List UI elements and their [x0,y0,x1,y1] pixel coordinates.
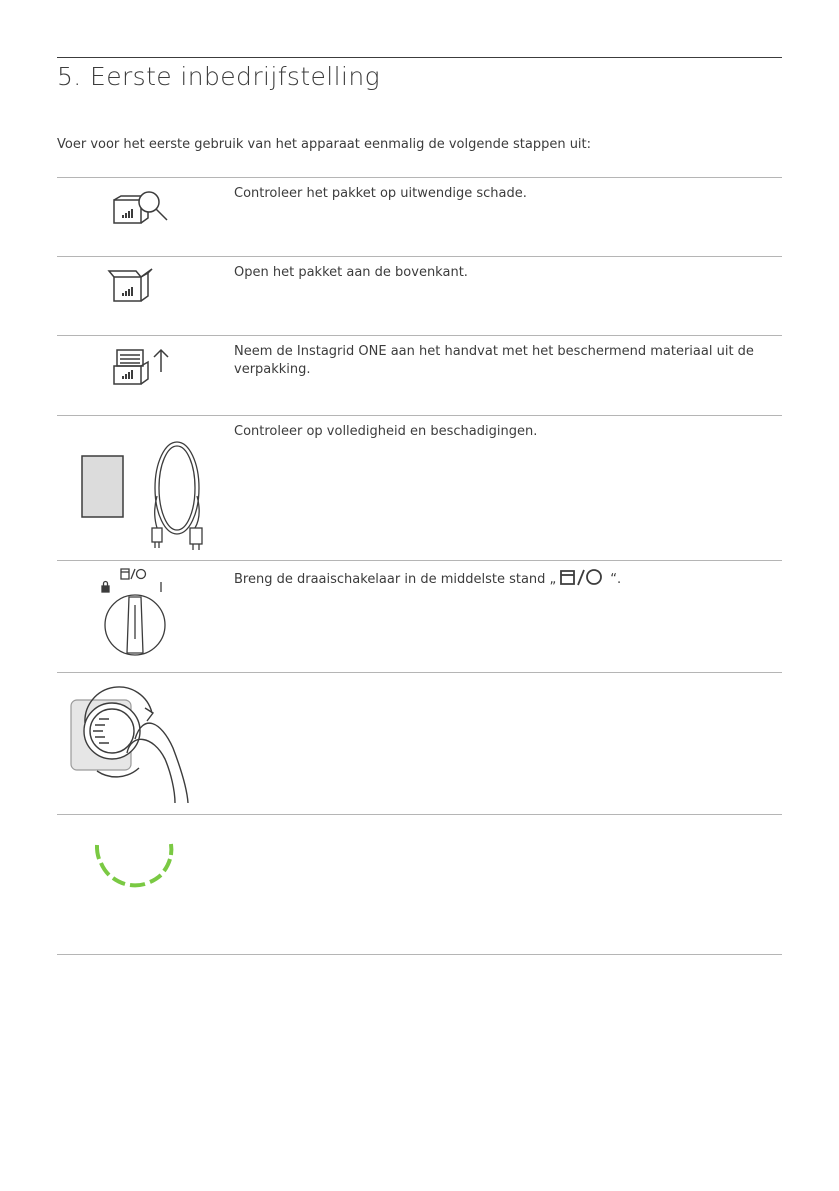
intro-text: Voer voor het eerste gebruik van het apparaat eenmalig de volgende stappen uit: [57,137,592,152]
step-text: Open het pakket aan de bovenkant. [234,265,468,280]
box-magnifier-icon [57,178,227,257]
step-row [57,672,782,814]
step-row [57,177,782,256]
step-text [234,568,779,592]
plug-twist-icon [57,673,227,815]
step-row [57,415,782,560]
step-text-before: Breng de draaischakelaar in de middelste stand „ [234,572,557,587]
rotary-switch-icon [57,561,227,673]
open-box-icon [57,257,227,336]
steps-table [57,177,782,955]
step-row [57,814,782,955]
page-title: 5. Eerste inbedrijfstelling [57,62,380,91]
step-text: Controleer op volledigheid en beschadigingen. [234,424,538,439]
battery-off-icon [558,568,608,592]
step-row [57,335,782,415]
step-text: Controleer het pakket op uitwendige schade. [234,186,527,201]
led-ring-green-icon [57,815,227,956]
step-row [57,256,782,335]
step-row [57,560,782,672]
step-text-after: “. [610,572,622,587]
box-lift-up-icon [57,336,227,416]
step-text: Neem de Instagrid ONE aan het handvat met het beschermend materiaal uit de verpakking. [234,344,754,377]
manual-and-cable-icon [57,416,227,561]
top-rule [57,57,782,58]
